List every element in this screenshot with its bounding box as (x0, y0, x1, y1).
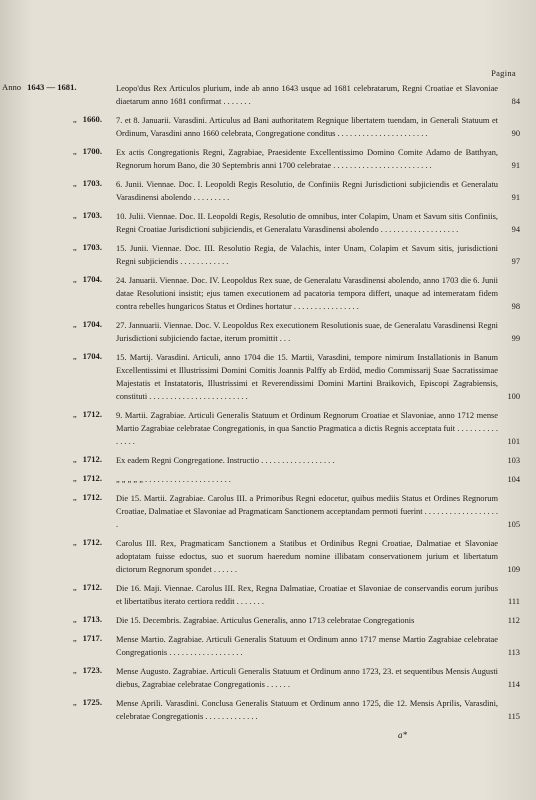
entry-text: 27. Jannuarii. Viennae. Doc. V. Leopoldus Rex executionem Resolutionis suae, de Generalatu Varasdinensi Regni Jurisdictioni subjiciendo factae, iterum promittit . . . (116, 321, 498, 343)
index-entry (30, 114, 520, 140)
entry-text: Ex actis Congregationis Regni, Zagrabiae, Praesidente Excellentissimo Domino Comite Adamo de Batthyan, Regnorum horum Bano, die 30 Septembris anni 1700 celebratae . . . . . . . . . . . . . . . . . . . . . . . . (116, 148, 498, 170)
entry-prefix: „ (72, 454, 77, 464)
entry-page-number: 91 (511, 161, 520, 170)
entry-prefix: „ (72, 351, 77, 361)
entry-page-number: 94 (511, 225, 520, 234)
entry-text: 6. Junii. Viennae. Doc. I. Leopoldi Regis Resolutio, de Confiniis Regni Jurisdictioni subjiciendis et Generalatu Varasdinensi abolendo . . . . . . . . . (116, 180, 498, 202)
index-entry (30, 582, 520, 608)
entry-text: Ex eadem Regni Congregatione. Instructio . . . . . . . . . . . . . . . . . . (116, 456, 335, 465)
entry-year (30, 114, 102, 124)
entry-year-value: 1643 — 1681. (27, 82, 77, 92)
entry-year (30, 210, 102, 220)
entry-prefix: „ (72, 242, 77, 252)
index-entry (30, 178, 520, 204)
index-entry (30, 242, 520, 268)
entry-page-number: 113 (507, 648, 520, 657)
index-entry (30, 274, 520, 313)
entry-page-number: 115 (507, 712, 520, 721)
index-entry (30, 473, 520, 486)
entry-year-value: 1704. (82, 351, 102, 361)
entry-prefix: „ (72, 633, 77, 643)
entry-year (30, 351, 102, 361)
entry-page-number: 90 (511, 129, 520, 138)
entry-page-number: 91 (511, 193, 520, 202)
entry-year-value: 1712. (82, 582, 102, 592)
entry-year (30, 473, 102, 483)
entry-year-value: 1704. (82, 274, 102, 284)
signature-mark: a* (398, 730, 407, 740)
entry-prefix: „ (72, 697, 77, 707)
entry-year (30, 633, 102, 643)
entry-year-value: 1704. (82, 319, 102, 329)
entry-page-number: 104 (507, 475, 520, 484)
entry-year-value: 1703. (82, 210, 102, 220)
entry-text: 7. et 8. Januarii. Varasdini. Articulus ad Bani authoritatem Regnique libertatem tuendam, in Generali Statuum et Ordinum, Varasdini anno 1660 celebrata, Congregatione conditus . . . . . . . . . . . . . . . . . . . . . . (116, 116, 498, 138)
entry-year (30, 697, 102, 707)
entry-prefix: Anno (2, 82, 22, 92)
entry-year (30, 319, 102, 329)
index-entry (30, 633, 520, 659)
entry-prefix: „ (72, 319, 77, 329)
entry-year-value: 1660. (82, 114, 102, 124)
entry-text: 24. Januarii. Viennae. Doc. IV. Leopoldus Rex suae, de Generalatu Varasdinensi abolendo, anno 1703 die 6. Junii datae Resolutioni insistit; ejus tamen executionem ad pacatoria tempora differt, unaque ad intemeratam fidem contra rebelles hungaricos Status et Ordines hortatur . . . . . . . . . . . . . . . . (116, 276, 498, 311)
entry-text: Mense Aprili. Varasdini. Conclusa Generalis Statuum et Ordinum anno 1725, die 12. Mensis Aprilis, Varasdini, celebratae Congregationis . . . . . . . . . . . . . (116, 699, 498, 721)
entry-text: Die 16. Maji. Viennae. Carolus III. Rex, Regna Dalmatiae, Croatiae et Slavoniae de conservandis eorum juribus et libertatibus iterato certiora reddit . . . . . . . (116, 584, 498, 606)
index-entry (30, 146, 520, 172)
index-entry (30, 697, 520, 723)
entry-page-number: 84 (511, 97, 520, 106)
entry-prefix: „ (72, 473, 77, 483)
entry-page-number: 103 (507, 456, 520, 465)
entry-text: Mense Martio. Zagrabiae. Articuli Generalis Statuum et Ordinum anno 1717 mense Martio Zagrabiae celebratae Congregationis . . . . . . . . . . . . . . . . . . (116, 635, 498, 657)
entry-page-number: 97 (511, 257, 520, 266)
entry-text: Mense Augusto. Zagrabiae. Articuli Generalis Statuum et Ordinum anno 1723, 23. et sequentibus Mensis Augusti diebus, Zagrabiae celebratae Congregationis . . . . . . (116, 667, 498, 689)
entry-year (30, 665, 102, 675)
index-entry (30, 409, 520, 448)
entry-prefix: „ (72, 146, 77, 156)
entry-year (30, 242, 102, 252)
entry-text: Die 15. Decembris. Zagrabiae. Articulus Generalis, anno 1713 celebratae Congregationis (116, 616, 415, 625)
index-entry (30, 492, 520, 531)
entry-page-number: 111 (508, 597, 520, 606)
entry-text: „ „ „ „ „ . . . . . . . . . . . . . . . . . . . . . (116, 475, 231, 484)
entry-prefix: „ (72, 210, 77, 220)
index-entry (30, 665, 520, 691)
entry-year-value: 1703. (82, 178, 102, 188)
entry-prefix: „ (72, 114, 77, 124)
index-entry (30, 614, 520, 627)
entry-text: 9. Martii. Zagrabiae. Articuli Generalis Statuum et Ordinum Regnorum Croatiae et Slavoniae, anno 1712 mense Martio Zagrabiae celebratae Congregationis, in qua Sanctio Pragmatica a dictis Regnis acceptata fuit . . . . . . . . . . . . . . . (116, 411, 498, 446)
index-entry (30, 454, 520, 467)
entry-year (30, 146, 102, 156)
entry-year-value: 1712. (82, 473, 102, 483)
page-column-header: Pagina (491, 68, 516, 78)
entry-year-value: 1713. (82, 614, 102, 624)
entry-year-value: 1725. (82, 697, 102, 707)
entry-year-value: 1717. (82, 633, 102, 643)
entry-year (30, 537, 102, 547)
entry-text: Die 15. Martii. Zagrabiae. Carolus III. a Primoribus Regni edocetur, quibus mediis Status et Ordines Regnorum Croatiae, Dalmatiae et Slavoniae ad Pragmaticam Sanctionem acceptandam permoti fuerint . . . . . . . . . . . . . . . . . . . (116, 494, 498, 529)
entry-prefix: „ (72, 274, 77, 284)
entry-year-value: 1703. (82, 242, 102, 252)
entry-year-value: 1723. (82, 665, 102, 675)
entry-year-value: 1712. (82, 409, 102, 419)
index-entry (30, 351, 520, 403)
entry-prefix: „ (72, 614, 77, 624)
entry-prefix: „ (72, 537, 77, 547)
entry-text: Leopo'dus Rex Articulos plurium, inde ab anno 1643 usque ad 1681 celebratarum, Regni Croatiae et Slavoniae diaetarum anno 1681 confirmat . . . . . . . (116, 84, 498, 106)
entry-year-value: 1712. (82, 454, 102, 464)
entry-prefix: „ (72, 582, 77, 592)
entry-year (30, 492, 102, 502)
index-entry (2, 82, 520, 108)
entry-year (30, 178, 102, 188)
entry-prefix: „ (72, 665, 77, 675)
entry-text: 15. Junii. Viennae. Doc. III. Resolutio Regia, de Valachis, inter Unam, Colapim et Savum sitis, jurisdictioni Regni subjiciendis . . . . . . . . . . . . (116, 244, 498, 266)
entry-prefix: „ (72, 492, 77, 502)
index-entry (30, 319, 520, 345)
entry-page-number: 99 (511, 334, 520, 343)
entry-page-number: 98 (511, 302, 520, 311)
entry-text: 15. Martij. Varasdini. Articuli, anno 1704 die 15. Martii, Varasdini, tempore nimirum Installationis in Banum Excellentissimi et Illustrissimi Domini Comitis Joannis Palffy ab Erdöd, medio Commissarij Suae Sacratissimae Majestatis et Instatatoris, Illustrissimi et Reverendissimi Domini Martini Braikovich, Episcopi Zagrabiensis, constituti . . . . . . . . . . . . . . . . . . . . . . . . (116, 353, 498, 401)
entry-year (30, 274, 102, 284)
entry-year-value: 1712. (82, 537, 102, 547)
entry-year-value: 1700. (82, 146, 102, 156)
index-entry (30, 210, 520, 236)
index-entries (2, 82, 520, 729)
entry-year (30, 409, 102, 419)
entry-year (30, 454, 102, 464)
entry-year (30, 614, 102, 624)
entry-text: Carolus III. Rex, Pragmaticam Sanctionem a Statibus et Ordinibus Regni Croatiae, Dalmatiae et Slavoniae adoptatam fuisse edoctus, suo et suorum haeredum nomine illibatam conservationem jurium et libertatum dictorum Regnorum spondet . . . . . . (116, 539, 498, 574)
index-entry (30, 537, 520, 576)
entry-page-number: 114 (507, 680, 520, 689)
entry-year-value: 1712. (82, 492, 102, 502)
entry-page-number: 105 (507, 520, 520, 529)
entry-page-number: 100 (507, 392, 520, 401)
entry-prefix: „ (72, 409, 77, 419)
entry-year (2, 82, 112, 92)
entry-text: 10. Julii. Viennae. Doc. II. Leopoldi Regis, Resolutio de omnibus, inter Colapim, Unam et Savum sitis Confiniis, Regni Croatiae Jurisdictioni subjiciendis, et Generalatu Varasdinensi abolendo . . . . . . . . . . . . . . . . . . . (116, 212, 498, 234)
entry-page-number: 101 (507, 437, 520, 446)
entry-year (30, 582, 102, 592)
entry-page-number: 112 (507, 616, 520, 625)
entry-page-number: 109 (507, 565, 520, 574)
entry-prefix: „ (72, 178, 77, 188)
